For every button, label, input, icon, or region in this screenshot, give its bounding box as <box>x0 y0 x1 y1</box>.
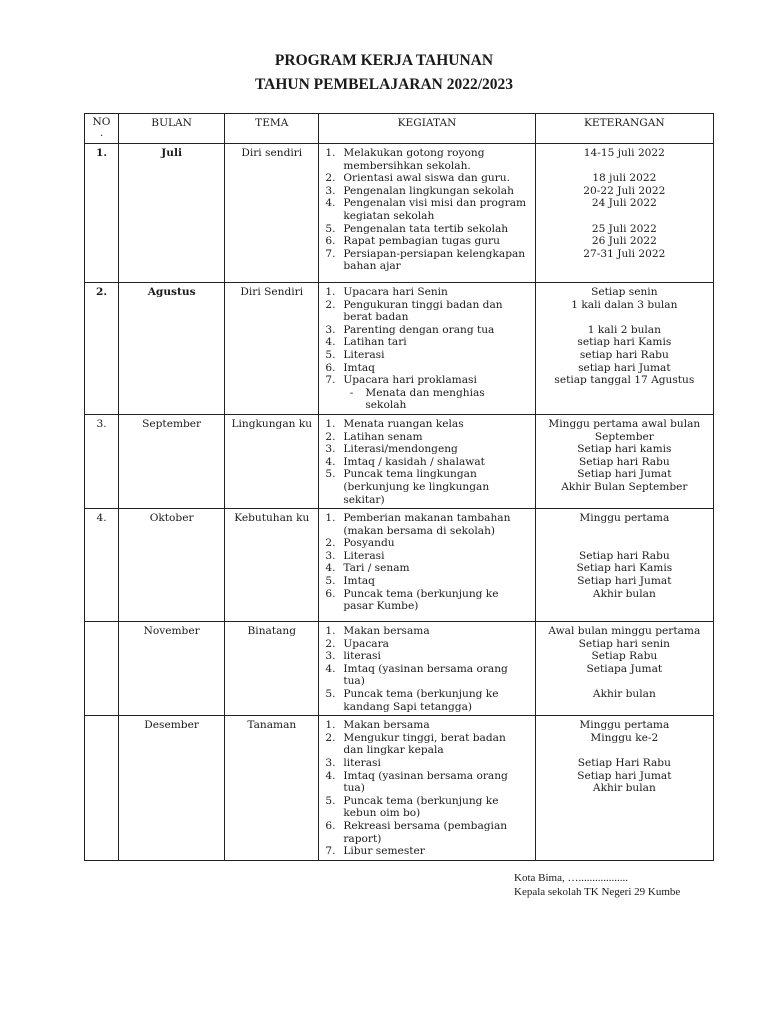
kegiatan-item-text: Imtaq (yasinan bersama orang tua) <box>343 662 508 688</box>
cell-bulan: Agustus <box>119 283 225 415</box>
kegiatan-item <box>325 286 528 299</box>
kegiatan-item <box>325 719 528 732</box>
kegiatan-item-text: Literasi/mendongeng <box>343 443 458 456</box>
kegiatan-item-number: 2. <box>325 298 336 311</box>
cell-keterangan <box>535 414 713 508</box>
kegiatan-item <box>325 588 528 613</box>
keterangan-line <box>536 537 713 550</box>
kegiatan-item-text: Melakukan gotong royong membersihkan sekolah. <box>343 147 485 172</box>
kegiatan-item <box>325 456 528 469</box>
kegiatan-item-number: 2. <box>325 430 336 443</box>
keterangan-line: 20-22 Juli 2022 <box>583 184 666 197</box>
kegiatan-item <box>325 349 528 362</box>
kegiatan-item-number: 5. <box>325 222 336 235</box>
cell-kegiatan <box>319 716 535 861</box>
cell-kegiatan <box>319 414 535 508</box>
kegiatan-item-text: Imtaq <box>343 361 375 374</box>
kegiatan-item-text: Menata dan menghias sekolah <box>365 386 485 412</box>
kegiatan-item-number: 6. <box>325 361 336 374</box>
keterangan-line: Setiap hari kamis <box>577 443 672 456</box>
kegiatan-item-number: 3. <box>325 757 336 770</box>
kegiatan-item-number: 1. <box>325 625 336 638</box>
kegiatan-item-text: Orientasi awal siswa dan guru. <box>343 172 510 185</box>
kegiatan-item-text: Mengukur tinggi, berat badan dan lingkar kepala <box>343 731 506 757</box>
kegiatan-list <box>325 512 528 613</box>
table-row <box>85 283 714 415</box>
signature-title: Kepala sekolah TK Negeri 29 Kumbe <box>514 886 681 898</box>
cell-bulan: Desember <box>119 716 225 861</box>
table-header-row <box>85 114 714 144</box>
keterangan-line: Akhir Bulan September <box>561 480 688 493</box>
table-row <box>85 716 714 861</box>
kegiatan-item-text: Literasi <box>343 348 385 361</box>
cell-kegiatan <box>319 509 535 622</box>
header-tema: TEMA <box>225 114 319 144</box>
kegiatan-item <box>325 223 528 236</box>
kegiatan-item-text: Pemberian makanan tambahan (makan bersama di sekolah) <box>343 512 511 537</box>
kegiatan-item <box>325 172 528 185</box>
kegiatan-item-text: Persiapan-persiapan kelengkapan bahan ajar <box>343 247 526 273</box>
cell-keterangan <box>535 144 713 283</box>
header-kegiatan: KEGIATAN <box>319 114 535 144</box>
kegiatan-item-number: 2. <box>325 537 336 550</box>
cell-bulan: September <box>119 414 225 508</box>
table-body <box>85 144 714 861</box>
cell-keterangan <box>535 716 713 861</box>
cell-no: 1. <box>85 144 119 283</box>
kegiatan-item <box>325 387 528 412</box>
keterangan-line: Setiap hari Jumat <box>577 769 672 782</box>
kegiatan-item-number: 5. <box>325 688 336 701</box>
kegiatan-item <box>325 147 528 172</box>
kegiatan-item-number: 1. <box>325 286 336 298</box>
kegiatan-item-number: 2. <box>325 172 336 185</box>
kegiatan-item-text: Upacara <box>343 637 389 650</box>
kegiatan-item-number: 6. <box>325 820 336 832</box>
kegiatan-item-number: 5. <box>325 794 336 807</box>
kegiatan-item-number: 1. <box>325 417 336 430</box>
table-row <box>85 144 714 283</box>
kegiatan-item-text: Puncak tema lingkungan (berkunjung ke lingkungan sekitar) <box>343 468 490 506</box>
kegiatan-item-number: 6. <box>325 587 336 600</box>
kegiatan-item-text: Puncak tema (berkunjung ke pasar Kumbe) <box>343 587 499 613</box>
kegiatan-item-text: Makan bersama <box>343 719 430 732</box>
kegiatan-item <box>325 562 528 575</box>
kegiatan-item <box>325 235 528 248</box>
kegiatan-item-text: literasi <box>343 650 381 663</box>
keterangan-line: 18 juli 2022 <box>592 172 657 185</box>
kegiatan-item-number: 7. <box>325 374 336 387</box>
keterangan-line: setiap tanggal 17 Agustus <box>554 374 695 387</box>
cell-keterangan <box>535 622 713 716</box>
kegiatan-item <box>325 431 528 444</box>
keterangan-line: 25 Juli 2022 <box>591 222 657 235</box>
cell-bulan: Juli <box>119 144 225 283</box>
kegiatan-item-text: Libur semester <box>343 845 425 858</box>
keterangan-line <box>536 311 713 324</box>
cell-no: 4. <box>85 509 119 622</box>
kegiatan-item <box>325 820 528 845</box>
kegiatan-item-number: 3. <box>325 443 336 456</box>
kegiatan-item-number: 7. <box>325 845 336 858</box>
document-subtitle: TAHUN PEMBELAJARAN 2022/2023 <box>254 76 514 93</box>
kegiatan-item-text: Puncak tema (berkunjung ke kebun oim bo) <box>343 794 499 820</box>
kegiatan-item <box>325 663 528 688</box>
keterangan-line <box>536 160 713 173</box>
kegiatan-item <box>325 770 528 795</box>
keterangan-line: 27-31 Juli 2022 <box>583 247 666 260</box>
document-title: PROGRAM KERJA TAHUNAN <box>274 52 494 69</box>
kegiatan-item-number: 4. <box>325 769 336 782</box>
kegiatan-item-number: 2. <box>325 731 336 744</box>
cell-kegiatan <box>319 622 535 716</box>
kegiatan-item-number: 1. <box>325 512 336 525</box>
kegiatan-item-text: Pengukuran tinggi badan dan berat badan <box>343 298 503 324</box>
kegiatan-item-number: 4. <box>325 662 336 675</box>
keterangan-line: Akhir bulan <box>592 782 656 795</box>
kegiatan-item-text: Upacara hari proklamasi <box>343 374 477 387</box>
kegiatan-item-number: 6. <box>325 235 336 248</box>
kegiatan-item <box>325 443 528 456</box>
cell-tema: Kebutuhan ku <box>225 509 319 622</box>
cell-kegiatan <box>319 283 535 415</box>
kegiatan-item-text: Pengenalan visi misi dan program kegiatan sekolah <box>343 197 527 222</box>
kegiatan-item <box>325 468 528 506</box>
cell-bulan: November <box>119 622 225 716</box>
keterangan-line: Minggu pertama awal bulan <box>548 417 701 430</box>
keterangan-line: 1 kali dalan 3 bulan <box>571 298 678 311</box>
kegiatan-item-text: Literasi <box>343 549 385 562</box>
cell-tema: Lingkungan ku <box>225 414 319 508</box>
kegiatan-list <box>325 719 528 858</box>
kegiatan-item-text: Latihan tari <box>343 336 407 349</box>
kegiatan-item <box>325 324 528 337</box>
cell-tema: Tanaman <box>225 716 319 861</box>
kegiatan-item <box>325 197 528 222</box>
kegiatan-item-number: 7. <box>325 247 336 260</box>
kegiatan-item <box>325 688 528 713</box>
keterangan-line: September <box>594 430 654 443</box>
keterangan-line: Setiap senin <box>591 286 658 298</box>
keterangan-line: Setiap hari senin <box>578 637 671 650</box>
kegiatan-list <box>325 418 528 506</box>
keterangan-line: setiap hari Rabu <box>579 348 669 361</box>
kegiatan-list <box>325 625 528 713</box>
kegiatan-item <box>325 732 528 757</box>
cell-keterangan <box>535 509 713 622</box>
kegiatan-item-number: 5. <box>325 468 336 481</box>
cell-no: 3. <box>85 414 119 508</box>
kegiatan-item-text: Parenting dengan orang tua <box>343 323 495 336</box>
kegiatan-item <box>325 575 528 588</box>
kegiatan-list <box>325 147 528 273</box>
cell-tema: Diri sendiri <box>225 144 319 283</box>
kegiatan-item <box>325 299 528 324</box>
kegiatan-item <box>325 550 528 563</box>
kegiatan-item <box>325 248 528 273</box>
cell-no <box>85 716 119 861</box>
kegiatan-item <box>325 374 528 387</box>
kegiatan-item-text: Upacara hari Senin <box>343 286 448 298</box>
kegiatan-item <box>325 795 528 820</box>
keterangan-line <box>536 675 713 688</box>
kegiatan-item-text: Rapat pembagian tugas guru <box>343 235 500 248</box>
kegiatan-item <box>325 185 528 198</box>
keterangan-line <box>536 525 713 538</box>
kegiatan-item-number: 1. <box>325 147 336 159</box>
keterangan-line: Minggu ke-2 <box>590 731 659 744</box>
keterangan-line: Minggu pertama <box>579 719 670 732</box>
keterangan-line: Setiap Rabu <box>591 650 658 663</box>
keterangan-line: Setiap hari Jumat <box>577 468 672 481</box>
kegiatan-item-number: 3. <box>325 323 336 336</box>
keterangan-line: Akhir bulan <box>592 587 656 600</box>
kegiatan-item-number: 5. <box>325 575 336 588</box>
keterangan-line: Setiap Hari Rabu <box>577 757 671 770</box>
keterangan-line: Setiapa Jumat <box>586 662 663 675</box>
program-table <box>84 113 714 861</box>
keterangan-line: setiap hari Kamis <box>577 336 672 349</box>
kegiatan-item <box>325 537 528 550</box>
kegiatan-item <box>325 512 528 537</box>
kegiatan-item <box>325 638 528 651</box>
kegiatan-item-number: 3. <box>325 650 336 663</box>
kegiatan-item-number: 4. <box>325 562 336 575</box>
table-row <box>85 414 714 508</box>
keterangan-line: Akhir bulan <box>592 688 656 701</box>
cell-keterangan <box>535 283 713 415</box>
kegiatan-item-number: 2. <box>325 637 336 650</box>
keterangan-line: Setiap hari Rabu <box>578 549 670 562</box>
keterangan-line: Setiap hari Jumat <box>577 575 672 588</box>
kegiatan-item <box>325 625 528 638</box>
keterangan-line: 24 Juli 2022 <box>591 197 657 210</box>
kegiatan-item-number: 3. <box>325 549 336 562</box>
cell-no: 2. <box>85 283 119 415</box>
keterangan-line <box>536 744 713 757</box>
keterangan-line <box>536 210 713 223</box>
kegiatan-item-number: 4. <box>325 197 336 210</box>
cell-no <box>85 622 119 716</box>
table-row <box>85 622 714 716</box>
kegiatan-item-text: Rekreasi bersama (pembagian raport) <box>343 820 508 845</box>
kegiatan-item-text: Imtaq <box>343 575 375 588</box>
keterangan-line: Setiap hari Kamis <box>576 562 673 575</box>
kegiatan-item <box>325 362 528 375</box>
cell-bulan: Oktober <box>119 509 225 622</box>
keterangan-line: 26 Juli 2022 <box>591 235 657 248</box>
kegiatan-item-text: Tari / senam <box>343 562 410 575</box>
kegiatan-item <box>325 845 528 858</box>
kegiatan-item-text: Latihan senam <box>343 430 423 443</box>
signature-place-date: Kota Bima, ….................. <box>514 872 628 884</box>
kegiatan-item-text: Posyandu <box>343 537 395 550</box>
kegiatan-item <box>325 650 528 663</box>
kegiatan-item-text: Menata ruangan kelas <box>343 417 464 430</box>
kegiatan-item-text: Pengenalan lingkungan sekolah <box>343 184 514 197</box>
keterangan-line: 14-15 juli 2022 <box>583 147 665 159</box>
keterangan-line: Awal bulan minggu pertama <box>548 625 701 638</box>
kegiatan-item-number: 3. <box>325 184 336 197</box>
keterangan-line: Setiap hari Rabu <box>578 455 670 468</box>
kegiatan-item <box>325 418 528 431</box>
kegiatan-list <box>325 286 528 412</box>
kegiatan-item <box>325 336 528 349</box>
kegiatan-item-number: - <box>349 386 354 399</box>
table-row <box>85 509 714 622</box>
kegiatan-item <box>325 757 528 770</box>
cell-tema: Binatang <box>225 622 319 716</box>
kegiatan-item-number: 4. <box>325 455 336 468</box>
kegiatan-item-text: literasi <box>343 757 381 770</box>
cell-kegiatan <box>319 144 535 283</box>
header-bulan: BULAN <box>119 114 225 144</box>
kegiatan-item-text: Imtaq / kasidah / shalawat <box>343 455 485 468</box>
cell-tema: Diri Sendiri <box>225 283 319 415</box>
header-no: NO . <box>85 114 119 144</box>
kegiatan-item-number: 4. <box>325 336 336 349</box>
kegiatan-item-text: Puncak tema (berkunjung ke kandang Sapi tetangga) <box>343 688 499 713</box>
keterangan-line: Minggu pertama <box>579 512 670 525</box>
kegiatan-item-number: 1. <box>325 719 336 732</box>
header-keterangan: KETERANGAN <box>535 114 713 144</box>
keterangan-line: 1 kali 2 bulan <box>587 323 661 336</box>
kegiatan-item-text: Imtaq (yasinan bersama orang tua) <box>343 769 508 795</box>
keterangan-line: setiap hari Jumat <box>578 361 671 374</box>
kegiatan-item-text: Pengenalan tata tertib sekolah <box>343 222 509 235</box>
kegiatan-item-number: 5. <box>325 348 336 361</box>
kegiatan-item-text: Makan bersama <box>343 625 430 638</box>
